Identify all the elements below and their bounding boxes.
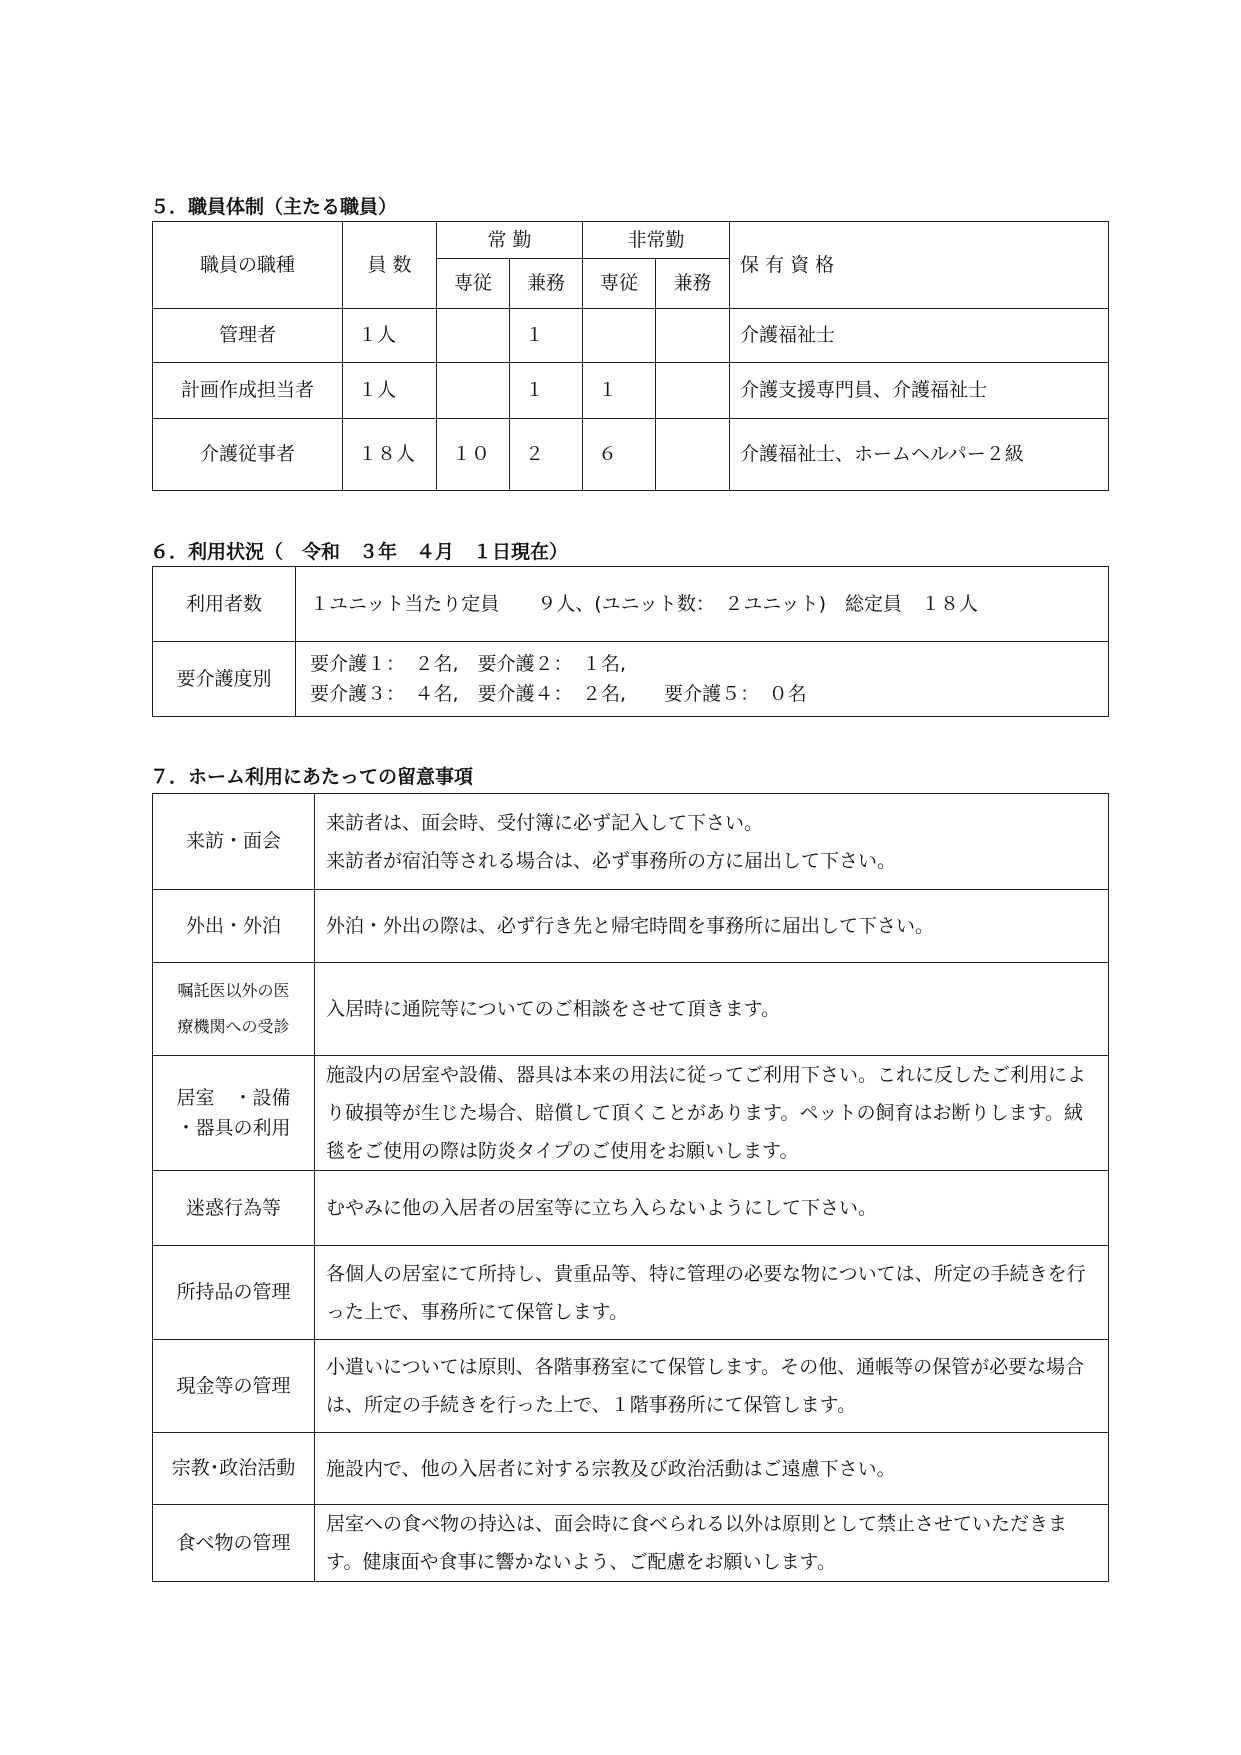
- row-ft-concurrent: ２: [510, 419, 583, 491]
- notes-row-facility: [153, 1056, 1109, 1171]
- row-pt-dedicated: [583, 309, 656, 363]
- usage-table: [152, 566, 1109, 717]
- notes-text: 各個人の居室にて所持し、貴重品等、特に管理の必要な物については、所定の手続きを行った上で、事務所にて保管します。: [315, 1246, 1109, 1340]
- notes-label-line-2: ・器具の利用: [176, 1117, 291, 1139]
- row-pt-dedicated: １: [583, 363, 656, 419]
- notes-row-visit: [153, 794, 1109, 890]
- table-row: [153, 419, 1109, 491]
- row-ft-concurrent: １: [510, 363, 583, 419]
- row-qualification: 介護支援専門員、介護福祉士: [730, 363, 1109, 419]
- notes-text: むやみに他の入居者の居室等に立ち入らないようにして下さい。: [315, 1171, 1109, 1246]
- row-pt-dedicated: ６: [583, 419, 656, 491]
- users-label: 利用者数: [153, 567, 296, 642]
- row-pt-concurrent: [656, 363, 730, 419]
- row-ft-dedicated: [437, 309, 510, 363]
- row-ft-dedicated: [437, 363, 510, 419]
- notes-text: [315, 794, 1109, 890]
- header-pt-concurrent: 兼務: [656, 259, 730, 309]
- notes-row-belongings: [153, 1246, 1109, 1340]
- header-ft-dedicated: 専従: [437, 259, 510, 309]
- section5-title: ５．職員体制（主たる職員）: [150, 196, 398, 218]
- row-count: １人: [343, 363, 437, 419]
- row-ft-concurrent: １: [510, 309, 583, 363]
- row-job: 介護従事者: [153, 419, 343, 491]
- row-job: 計画作成担当者: [153, 363, 343, 419]
- notes-label: 迷惑行為等: [153, 1171, 315, 1246]
- row-count: １８人: [343, 419, 437, 491]
- notes-row-religion: [153, 1433, 1109, 1505]
- notes-row-food: [153, 1505, 1109, 1582]
- notes-label-line-1: 居室 ・設備: [176, 1086, 291, 1109]
- care-level-label: 要介護度別: [153, 642, 296, 717]
- notes-row-cash: [153, 1340, 1109, 1433]
- notes-label-line-2: 療機関への受診: [177, 1017, 290, 1036]
- header-ft-concurrent: 兼務: [510, 259, 583, 309]
- notes-label: 来訪・面会: [153, 794, 315, 890]
- notes-text: 施設内で、他の入居者に対する宗教及び政治活動はご遠慮下さい。: [315, 1433, 1109, 1505]
- row-count: １人: [343, 309, 437, 363]
- header-fulltime: 常 勤: [437, 222, 583, 259]
- care-level-values: [296, 642, 1109, 717]
- header-pt-dedicated: 専従: [583, 259, 656, 309]
- notes-label: [153, 963, 315, 1056]
- notes-row-outing: [153, 890, 1109, 963]
- section6-title: ６．利用状況（ 令和 ３年 ４月 １日現在）: [150, 541, 569, 563]
- notes-label: 食べ物の管理: [153, 1505, 315, 1582]
- row-qualification: 介護福祉士: [730, 309, 1109, 363]
- users-value: １ユニット当たり定員 ９人、(ユニット数： ２ユニット) 総定員 １８人: [296, 567, 1109, 642]
- notes-label: 現金等の管理: [153, 1340, 315, 1433]
- header-qualification: 保 有 資 格: [730, 222, 1109, 309]
- notes-table: [152, 793, 1109, 1582]
- notes-text: 施設内の居室や設備、器具は本来の用法に従ってご利用下さい。これに反したご利用により破損等が生じた場合、賠償して頂くことがあります。ペットの飼育はお断りします。絨毯をご使用の際は防炎タイプのご使用をお願いします。: [315, 1056, 1109, 1171]
- row-pt-concurrent: [656, 419, 730, 491]
- section7-title: ７．ホーム利用にあたっての留意事項: [150, 766, 474, 788]
- header-parttime: 非常勤: [583, 222, 730, 259]
- row-ft-dedicated: １０: [437, 419, 510, 491]
- notes-text: 居室への食べ物の持込は、面会時に食べられる以外は原則として禁止させていただきます。健康面や食事に響かないよう、ご配慮をお願いします。: [315, 1505, 1109, 1582]
- notes-text: 入居時に通院等についてのご相談をさせて頂きます。: [315, 963, 1109, 1056]
- notes-row-medical: [153, 963, 1109, 1056]
- notes-label-line-1: 嘱託医以外の医: [177, 981, 290, 1000]
- notes-row-nuisance: [153, 1171, 1109, 1246]
- notes-label: 所持品の管理: [153, 1246, 315, 1340]
- table-row: [153, 363, 1109, 419]
- care-level-line-1: 要介護１： ２名, 要介護２： １名,: [310, 652, 627, 675]
- notes-label: [153, 1056, 315, 1171]
- notes-label: 外出・外泊: [153, 890, 315, 963]
- table-row: [153, 309, 1109, 363]
- notes-text-line-2: 来訪者が宿泊等される場合は、必ず事務所の方に届出して下さい。: [326, 849, 897, 872]
- staff-table: [152, 221, 1109, 491]
- header-count: 員 数: [343, 222, 437, 309]
- row-pt-concurrent: [656, 309, 730, 363]
- header-job: 職員の職種: [153, 222, 343, 309]
- notes-text: 小遣いについては原則、各階事務室にて保管します。その他、通帳等の保管が必要な場合は、所定の手続きを行った上で、１階事務所にて保管します。: [315, 1340, 1109, 1433]
- care-level-line-2: 要介護３： ４名, 要介護４： ２名, 要介護５： ０名: [310, 683, 807, 705]
- notes-text-line-1: 来訪者は、面会時、受付簿に必ず記入して下さい。: [326, 811, 764, 834]
- row-job: 管理者: [153, 309, 343, 363]
- notes-text: 外泊・外出の際は、必ず行き先と帰宅時間を事務所に届出して下さい。: [315, 890, 1109, 963]
- row-qualification: 介護福祉士、ホームヘルパー２級: [730, 419, 1109, 491]
- notes-label: 宗教･政治活動: [153, 1433, 315, 1505]
